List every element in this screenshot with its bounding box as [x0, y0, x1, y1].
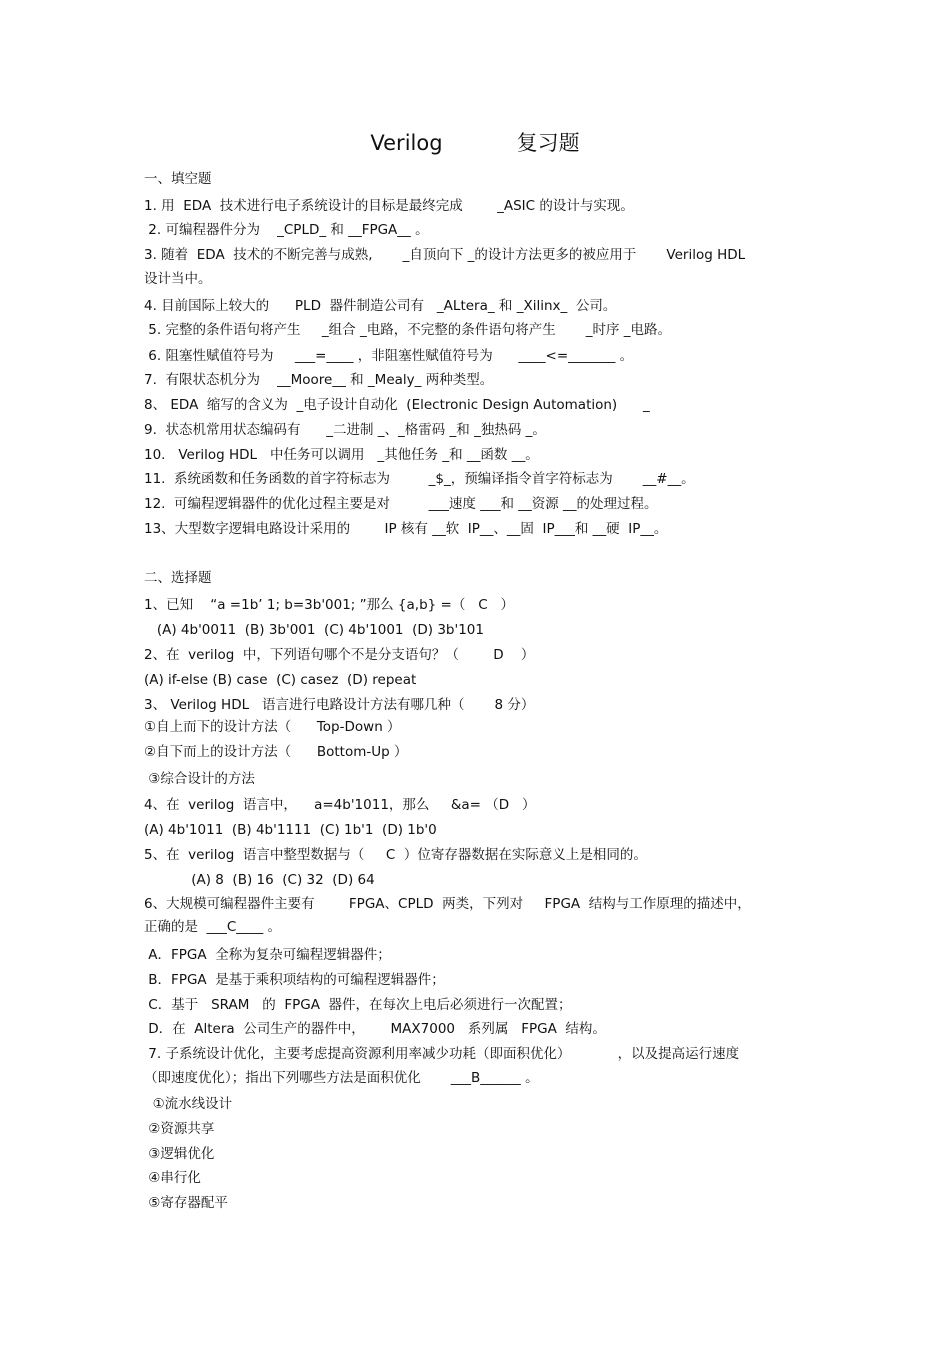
- text-line: 5、在 verilog 语言中整型数据与（ C ）位寄存器数据在实际意义上是相同的。: [144, 847, 647, 863]
- text-line: 正确的是 ___C____ 。: [144, 919, 282, 935]
- text-line: 9. 状态机常用状态编码有 _二进制 _、_格雷码 _和 _独热码 _。: [144, 422, 546, 438]
- text-line: 2. 可编程器件分为 _CPLD_ 和 __FPGA__ 。: [144, 222, 429, 238]
- text-line: (A) 4b'0011 (B) 3b'001 (C) 4b'1001 (D) 3b'101: [144, 622, 484, 638]
- text-line: 4. 目前国际上较大的 PLD 器件制造公司有 _ALtera_ 和 _Xilinx_ 公司。: [144, 298, 617, 314]
- document-title: Verilog 复习题: [370, 131, 580, 155]
- text-line: ③逻辑优化: [144, 1146, 215, 1162]
- text-line: ③综合设计的方法: [144, 771, 255, 787]
- text-line: （即速度优化）；指出下列哪些方法是面积优化 ___B______ 。: [144, 1070, 539, 1086]
- text-line: B．FPGA 是基于乘积项结构的可编程逻辑器件；: [144, 972, 445, 988]
- text-line: ②自下而上的设计方法（ Bottom-Up ）: [144, 744, 408, 760]
- text-line: (A) 8 (B) 16 (C) 32 (D) 64: [144, 872, 375, 888]
- text-line: 二、选择题: [144, 570, 212, 586]
- text-line: 12. 可编程逻辑器件的优化过程主要是对 ___速度 ___和 __资源 __的处理过程。: [144, 496, 658, 512]
- text-line: ①自上而下的设计方法（ Top-Down ）: [144, 719, 401, 735]
- text-line: 7. 子系统设计优化，主要考虑提高资源利用率减少功耗（即面积优化） ，以及提高运行速度: [144, 1046, 740, 1062]
- text-line: D．在 Altera 公司生产的器件中， MAX7000 系列属 FPGA 结构。: [144, 1021, 606, 1037]
- text-line: 10. Verilog HDL 中任务可以调用 _其他任务 _和 __函数 __。: [144, 447, 539, 463]
- text-line: (A) if-else (B) case (C) casez (D) repeat: [144, 672, 417, 688]
- text-line: ②资源共享: [144, 1121, 215, 1137]
- text-line: 3、 Verilog HDL 语言进行电路设计方法有哪几种（ 8 分）: [144, 697, 535, 713]
- text-line: 4、在 verilog 语言中， a=4b'1011，那么 &a= （D ）: [144, 797, 536, 813]
- text-line: 一、填空题: [144, 171, 212, 187]
- text-line: 8、 EDA 缩写的含义为 _电子设计自动化 (Electronic Design Automation) _: [144, 397, 650, 413]
- text-line: A．FPGA 全称为复杂可编程逻辑器件；: [144, 947, 391, 963]
- text-line: C．基于 SRAM 的 FPGA 器件，在每次上电后必须进行一次配置；: [144, 997, 572, 1013]
- text-line: (A) 4b'1011 (B) 4b'1111 (C) 1b'1 (D) 1b'0: [144, 822, 437, 838]
- text-line: 6、大规模可编程器件主要有 FPGA、CPLD 两类，下列对 FPGA 结构与工作原理的描述中，: [144, 896, 751, 912]
- text-line: ①流水线设计: [144, 1096, 233, 1112]
- text-line: ⑤寄存器配平: [144, 1195, 228, 1211]
- text-line: 1、已知 “a =1b’ 1; b=3b'001; ”那么 {a,b} =（ C ）: [144, 597, 515, 613]
- text-line: 设计当中。: [144, 271, 212, 287]
- text-line: ④串行化: [144, 1170, 201, 1186]
- text-line: 6. 阻塞性赋值符号为 ___=____ ，非阻塞性赋值符号为 ____<=_______ 。: [144, 348, 634, 364]
- text-line: 2、在 verilog 中，下列语句哪个不是分支语句？（ D ）: [144, 647, 535, 663]
- text-line: 13、大型数字逻辑电路设计采用的 IP 核有 __软 IP__、__固 IP___和 __硬 IP__。: [144, 521, 668, 537]
- text-line: 7. 有限状态机分为 __Moore__ 和 _Mealy_ 两种类型。: [144, 372, 494, 388]
- text-line: 3. 随着 EDA 技术的不断完善与成熟, _自顶向下 _的设计方法更多的被应用于 Verilog HDL: [144, 247, 746, 263]
- text-line: 1. 用 EDA 技术进行电子系统设计的目标是最终完成 _ASIC 的设计与实现。: [144, 198, 634, 214]
- text-line: 5. 完整的条件语句将产生 _组合 _电路，不完整的条件语句将产生 _时序 _电路。: [144, 322, 672, 338]
- text-line: 11. 系统函数和任务函数的首字符标志为 _$_，预编译指令首字符标志为 __#__。: [144, 471, 695, 487]
